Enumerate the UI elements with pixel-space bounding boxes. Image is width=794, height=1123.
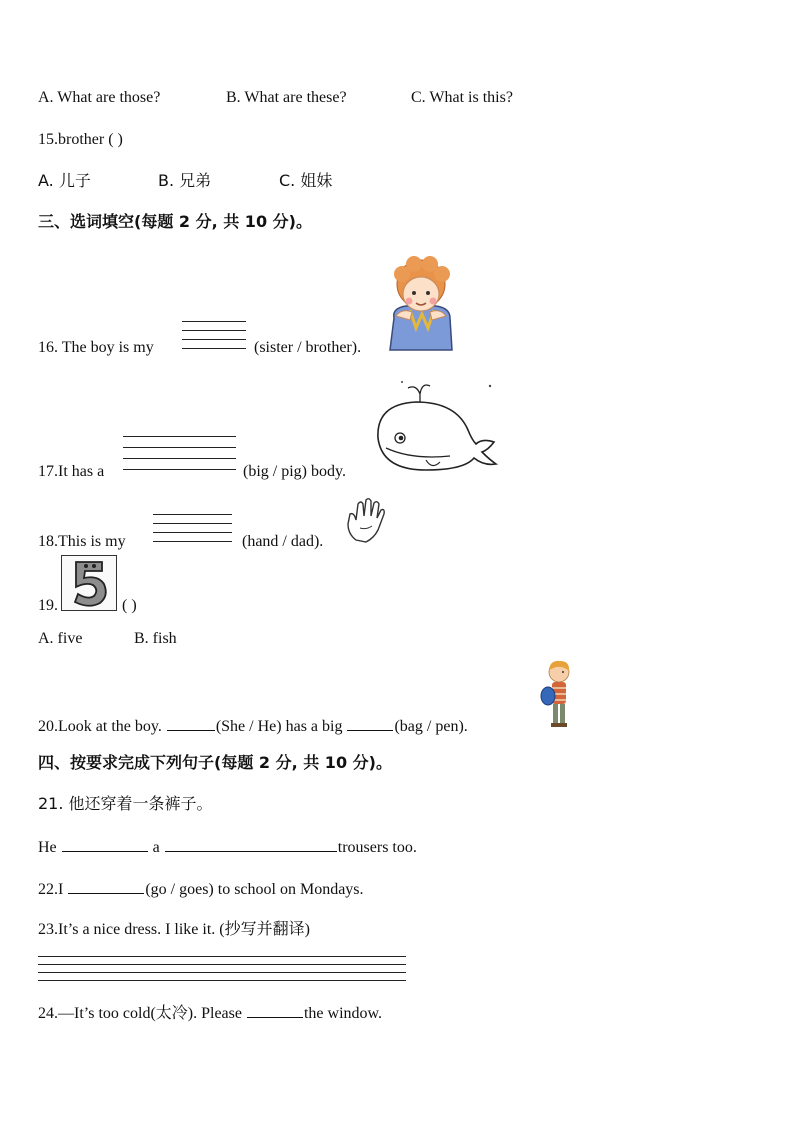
q15-option-b: B. 兄弟 <box>158 171 212 190</box>
q19-number: 19. <box>38 597 58 614</box>
q14-option-a: A. What are those? <box>38 89 161 106</box>
q24-part2: the window. <box>303 1005 383 1022</box>
q23-writing-lines[interactable] <box>38 956 406 989</box>
q15-stem: 15.brother ( ) <box>38 131 123 148</box>
q17-prefix: 17.It has a <box>38 463 105 480</box>
q20-blank-2[interactable] <box>347 716 393 731</box>
q18-writing-lines[interactable] <box>153 514 232 550</box>
q19-answer-paren: ( ) <box>122 597 137 614</box>
q17-writing-lines[interactable] <box>123 436 236 478</box>
q21-line <box>38 837 417 858</box>
q22-blank[interactable] <box>68 879 144 894</box>
q18-prefix: 18.This is my <box>38 533 126 550</box>
q24-part1: 24.—It’s too cold(太冷). Please <box>38 1005 242 1022</box>
q22-line <box>38 879 364 900</box>
q14-option-c: C. What is this? <box>411 89 513 106</box>
q20-part1: 20.Look at the boy. <box>38 718 162 735</box>
q20-blank-1[interactable] <box>167 716 215 731</box>
q22-rest: (go / goes) to school on Mondays. <box>145 881 364 898</box>
q19-picture-frame <box>61 555 117 611</box>
q19-option-a: A. five <box>38 630 83 647</box>
boy-with-bag-picture <box>538 660 578 732</box>
q16-prefix: 16. The boy is my <box>38 339 154 356</box>
q21-word-trousers: trousers too. <box>337 839 417 856</box>
q14-option-b: B. What are these? <box>226 89 347 106</box>
q21-blank-2[interactable] <box>165 837 337 852</box>
section-3-heading: 三、选词填空(每题 2 分, 共 10 分)。 <box>38 212 312 231</box>
q17-suffix: (big / pig) body. <box>243 463 346 480</box>
number-five-picture <box>62 556 116 610</box>
q16-suffix: (sister / brother). <box>254 339 362 356</box>
q21-chinese: 21. 他还穿着一条裤子。 <box>38 794 213 813</box>
section-4-heading: 四、按要求完成下列句子(每题 2 分, 共 10 分)。 <box>38 753 392 772</box>
q19-option-b: B. fish <box>134 630 177 647</box>
q23-text: 23.It’s a nice dress. I like it. (抄写并翻译) <box>38 921 310 938</box>
boy-picture <box>386 252 456 356</box>
q21-word-he: He <box>38 839 57 856</box>
q21-blank-1[interactable] <box>62 837 148 852</box>
q22-word-i: 22.I <box>38 881 64 898</box>
q15-option-a: A. 儿子 <box>38 171 91 190</box>
q24-line <box>38 1003 382 1024</box>
q15-option-c: C. 姐妹 <box>279 171 333 190</box>
q18-suffix: (hand / dad). <box>242 533 324 550</box>
q21-word-a: a <box>152 839 160 856</box>
hand-picture <box>344 494 388 544</box>
q24-blank[interactable] <box>247 1003 303 1018</box>
q20-line <box>38 716 468 737</box>
q16-writing-lines[interactable] <box>182 321 246 357</box>
q20-part2: (She / He) has a big <box>215 718 343 735</box>
q20-part3: (bag / pen). <box>394 718 468 735</box>
whale-picture <box>372 378 500 476</box>
